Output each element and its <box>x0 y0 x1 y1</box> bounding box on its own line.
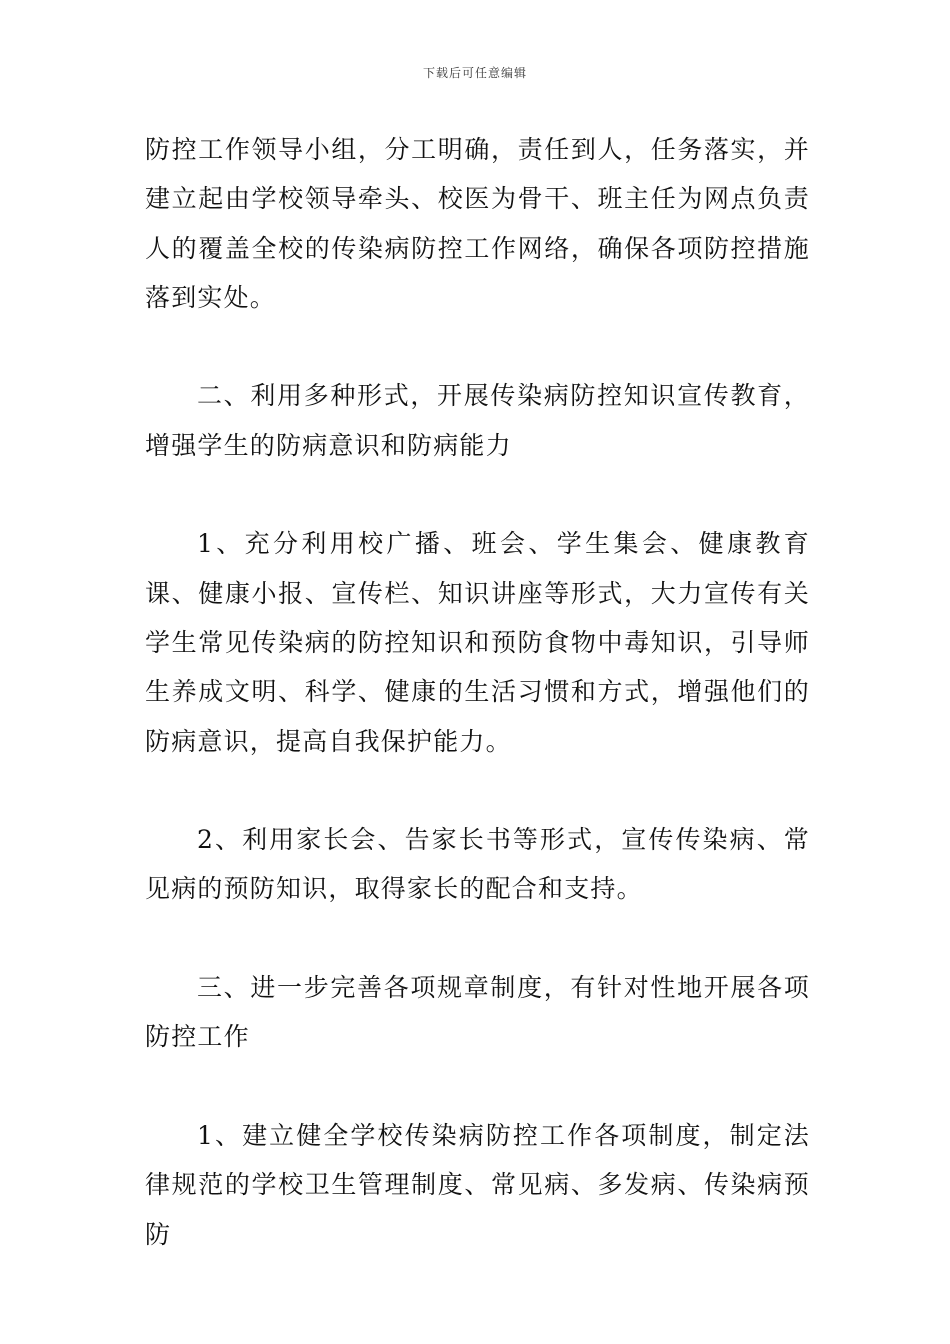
paragraph-leadership-group: 防控工作领导小组，分工明确，责任到人，任务落实，并建立起由学校领导牵头、校医为骨干、班主任为网点负责人的覆盖全校的传染病防控工作网络，确保各项防控措施落到实处。 <box>145 135 810 312</box>
paragraph-gap <box>145 766 810 815</box>
paragraph-item-3-1: 1、建立健全学校传染病防控工作各项制度，制定法律规范的学校卫生管理制度、常见病、多发病、传染病预防 <box>145 1120 810 1249</box>
document-body <box>145 125 810 1259</box>
page-header: 下载后可任意编辑 <box>422 66 527 80</box>
paragraph-gap <box>145 322 810 371</box>
section-heading-3: 三、进一步完善各项规章制度，有针对性地开展各项防控工作 <box>145 973 810 1052</box>
paragraph-item-2-2: 2、利用家长会、告家长书等形式，宣传传染病、常见病的预防知识，取得家长的配合和支持。 <box>145 825 810 904</box>
section-heading-2: 二、利用多种形式，开展传染病防控知识宣传教育，增强学生的防病意识和防病能力 <box>145 381 810 460</box>
paragraph-gap <box>145 914 810 963</box>
paragraph-gap <box>145 470 810 519</box>
paragraph-gap <box>145 1062 810 1111</box>
paragraph-item-2-1: 1、充分利用校广播、班会、学生集会、健康教育课、健康小报、宣传栏、知识讲座等形式，大力宣传有关学生常见传染病的防控知识和预防食物中毒知识，引导师生养成文明、科学、健康的生活习惯和方式，增强他们的防病意识，提高自我保护能力。 <box>145 529 810 756</box>
